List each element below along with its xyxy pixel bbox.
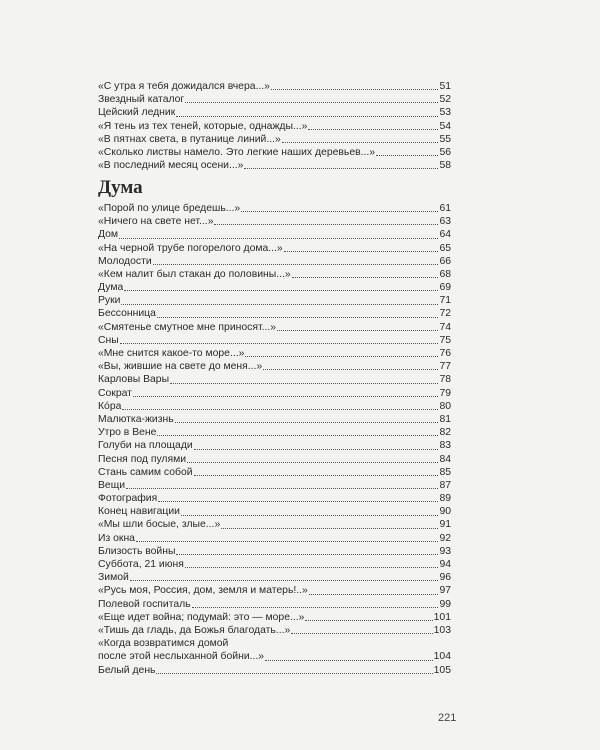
toc-entry-title: Малютка-жизнь <box>98 413 174 425</box>
toc-entry-title: Стань самим собой <box>98 466 193 478</box>
toc-entry <box>98 360 451 373</box>
dot-leader <box>185 567 439 568</box>
dot-leader <box>241 211 438 212</box>
toc-entry <box>98 479 451 492</box>
toc-entry <box>98 159 451 172</box>
toc-entry-title: «Кем налит был стакан до половины...» <box>98 268 291 280</box>
dot-leader <box>181 515 439 516</box>
toc-entry <box>98 505 451 518</box>
toc-entry-title: Звездный каталог <box>98 94 185 106</box>
toc-entry <box>98 532 451 545</box>
dot-leader <box>263 369 438 370</box>
dot-leader <box>291 633 432 634</box>
toc-entry <box>98 492 451 505</box>
dot-leader <box>176 116 438 117</box>
toc-entry-title: Зимой <box>98 572 129 584</box>
toc-entry-page: 71 <box>439 295 451 307</box>
toc-entry-page: 83 <box>439 440 451 452</box>
toc-entry <box>98 133 451 146</box>
dot-leader <box>245 356 438 357</box>
dot-leader <box>119 238 438 239</box>
toc-entry-title: Карловы Вары <box>98 374 170 386</box>
toc-entry-page: 75 <box>439 334 451 346</box>
toc-entry-title: «Мне снится какое-то море...» <box>98 348 245 360</box>
toc-entry-title: Голуби на площади <box>98 440 193 452</box>
toc-entry-page: 85 <box>439 466 451 478</box>
toc-entry <box>98 268 451 281</box>
toc-entry-page: 55 <box>439 133 451 145</box>
dot-leader <box>176 554 438 555</box>
dot-leader <box>157 435 438 436</box>
toc-entry-title: Кóра <box>98 400 122 412</box>
dot-leader <box>185 102 438 103</box>
toc-entry-page: 80 <box>439 400 451 412</box>
toc-entry-page: 63 <box>439 216 451 228</box>
dot-leader <box>136 541 438 542</box>
toc-entry-title: «Сколько листвы намело. Это легкие наших деревьев...» <box>98 146 376 158</box>
dot-leader <box>187 462 438 463</box>
toc-entry-page: 65 <box>439 242 451 254</box>
toc-entry-title: Молодости <box>98 255 152 267</box>
toc-entry-title: «Я тень из тех теней, которые, однажды...» <box>98 120 308 132</box>
toc-entry-page: 52 <box>439 94 451 106</box>
dot-leader <box>194 449 439 450</box>
toc-entry-page: 93 <box>439 545 451 557</box>
toc-entry-page: 58 <box>439 160 451 172</box>
toc-entry-title: Близость войны <box>98 545 176 557</box>
toc-entry-page: 68 <box>439 268 451 280</box>
toc-entry <box>98 439 451 452</box>
toc-entry <box>98 664 451 677</box>
toc-entry-title-line2: после этой неслыханной бойни...» <box>98 651 265 663</box>
dot-leader <box>305 620 432 621</box>
toc-entry-multiline <box>98 637 451 663</box>
dot-leader <box>192 607 439 608</box>
toc-entry-title: «Мы шли босые, злые...» <box>98 519 221 531</box>
toc-entry <box>98 611 451 624</box>
toc-entry <box>98 387 451 400</box>
toc-entry-page: 99 <box>439 598 451 610</box>
toc-entry-title: Белый день <box>98 664 156 676</box>
toc-entry-page: 54 <box>439 120 451 132</box>
toc-entry-page: 79 <box>439 387 451 399</box>
toc-entry-title: Цейский ледник <box>98 107 176 119</box>
dot-leader <box>284 251 439 252</box>
toc-entry-page: 84 <box>439 453 451 465</box>
toc-entry <box>98 146 451 159</box>
toc-entry-title: «Порой по улице бредешь...» <box>98 202 241 214</box>
toc-entry <box>98 413 451 426</box>
toc-entry-page: 64 <box>439 229 451 241</box>
toc-entry-title-line1: «Когда возвратимся домой <box>98 638 229 650</box>
toc-entry-title: Сны <box>98 334 119 346</box>
toc-entry <box>98 120 451 133</box>
section-heading: Дума <box>98 177 143 198</box>
toc-entry-title: Утро в Вене <box>98 427 157 439</box>
toc-entry-page: 74 <box>439 321 451 333</box>
toc-section-list <box>98 202 451 677</box>
dot-leader <box>292 277 439 278</box>
toc-entry-page: 77 <box>439 361 451 373</box>
toc-entry-page: 91 <box>439 519 451 531</box>
toc-entry <box>98 545 451 558</box>
toc-entry <box>98 426 451 439</box>
toc-entry-title: «На черной трубе погорелого дома...» <box>98 242 283 254</box>
dot-leader <box>277 330 438 331</box>
toc-entry-title: «Ничего на свете нет...» <box>98 216 214 228</box>
toc-entry-line2 <box>98 650 451 663</box>
toc-entry <box>98 228 451 241</box>
toc-entry-title: Дума <box>98 282 124 294</box>
dot-leader <box>265 660 433 661</box>
dot-leader <box>271 89 438 90</box>
dot-leader <box>175 422 439 423</box>
toc-entry <box>98 584 451 597</box>
toc-entry <box>98 80 451 93</box>
dot-leader <box>157 317 439 318</box>
toc-entry-page: 82 <box>439 427 451 439</box>
toc-top-list <box>98 80 451 172</box>
toc-entry-title: Руки <box>98 295 121 307</box>
dot-leader <box>120 343 439 344</box>
toc-entry <box>98 466 451 479</box>
toc-entry-title: «Вы, жившие на свете до меня...» <box>98 361 263 373</box>
toc-entry-title: «Русь моя, Россия, дом, земля и матерь!..» <box>98 585 308 597</box>
toc-entry-page: 96 <box>439 572 451 584</box>
toc-entry-page: 97 <box>439 585 451 597</box>
toc-entry <box>98 373 451 386</box>
dot-leader <box>124 290 438 291</box>
dot-leader <box>308 129 438 130</box>
dot-leader <box>194 475 439 476</box>
dot-leader <box>158 501 438 502</box>
dot-leader <box>309 594 439 595</box>
toc-entry-title: Фотография <box>98 493 158 505</box>
toc-entry-page: 78 <box>439 374 451 386</box>
toc-entry-title: Сократ <box>98 387 132 399</box>
toc-entry <box>98 571 451 584</box>
toc-entry-title: «Смятенье смутное мне приносят...» <box>98 321 277 333</box>
dot-leader <box>244 168 438 169</box>
toc-entry <box>98 106 451 119</box>
toc-entry-title: Конец навигации <box>98 506 180 518</box>
toc-entry <box>98 202 451 215</box>
toc-entry <box>98 255 451 268</box>
toc-entry-page: 89 <box>439 493 451 505</box>
toc-entry <box>98 281 451 294</box>
dot-leader <box>130 580 439 581</box>
dot-leader <box>170 383 438 384</box>
toc-entry-title: Вещи <box>98 479 126 491</box>
toc-entry-page: 56 <box>439 146 451 158</box>
toc-entry <box>98 400 451 413</box>
toc-entry-page: 72 <box>439 308 451 320</box>
dot-leader <box>153 264 439 265</box>
toc-entry-page: 61 <box>439 202 451 214</box>
toc-entry <box>98 93 451 106</box>
toc-entry-title: Полевой госпиталь <box>98 598 191 610</box>
dot-leader <box>214 224 438 225</box>
toc-entry <box>98 321 451 334</box>
toc-entry-page: 69 <box>439 282 451 294</box>
toc-entry-title: «Еще идет война; подумай: это — море...» <box>98 611 305 623</box>
toc-entry <box>98 294 451 307</box>
toc-entry-page: 51 <box>439 80 451 92</box>
toc-entry-title: «Тишь да гладь, да Божья благодать...» <box>98 624 291 636</box>
toc-entry-title: Песня под пулями <box>98 453 187 465</box>
toc-entry <box>98 347 451 360</box>
dot-leader <box>282 142 439 143</box>
toc-entry-page: 94 <box>439 559 451 571</box>
toc-entry <box>98 624 451 637</box>
toc-entry-title: Суббота, 21 июня <box>98 559 184 571</box>
toc-entry-title: «В пятнах света, в путанице линий...» <box>98 133 281 145</box>
toc-entry-page: 101 <box>433 611 451 623</box>
toc-entry <box>98 558 451 571</box>
dot-leader <box>156 673 432 674</box>
toc-entry-page: 66 <box>439 255 451 267</box>
toc-entry-page: 104 <box>433 651 451 663</box>
toc-entry-title: Дом <box>98 229 119 241</box>
toc-entry-title: Из окна <box>98 532 135 544</box>
dot-leader <box>121 304 438 305</box>
toc-entry-page: 92 <box>439 532 451 544</box>
toc-entry <box>98 215 451 228</box>
toc-entry-page: 105 <box>433 664 451 676</box>
dot-leader <box>126 488 438 489</box>
toc-entry-page: 53 <box>439 107 451 119</box>
toc-entry <box>98 334 451 347</box>
toc-entry-page: 103 <box>433 624 451 636</box>
dot-leader <box>122 409 438 410</box>
toc-entry-page: 90 <box>439 506 451 518</box>
dot-leader <box>221 528 438 529</box>
toc-entry <box>98 308 451 321</box>
dot-leader <box>133 396 439 397</box>
toc-entry <box>98 598 451 611</box>
dot-leader <box>376 155 438 156</box>
page-number: 221 <box>438 712 457 724</box>
toc-entry-title: Бессонница <box>98 308 156 320</box>
toc-entry-title: «В последний месяц осени...» <box>98 160 244 172</box>
toc-entry-page: 81 <box>439 413 451 425</box>
toc-entry <box>98 242 451 255</box>
toc-entry-title: «С утра я тебя дожидался вчера...» <box>98 80 270 92</box>
toc-entry <box>98 453 451 466</box>
toc-entry-page: 76 <box>439 348 451 360</box>
toc-entry-page: 87 <box>439 479 451 491</box>
toc-entry <box>98 519 451 532</box>
